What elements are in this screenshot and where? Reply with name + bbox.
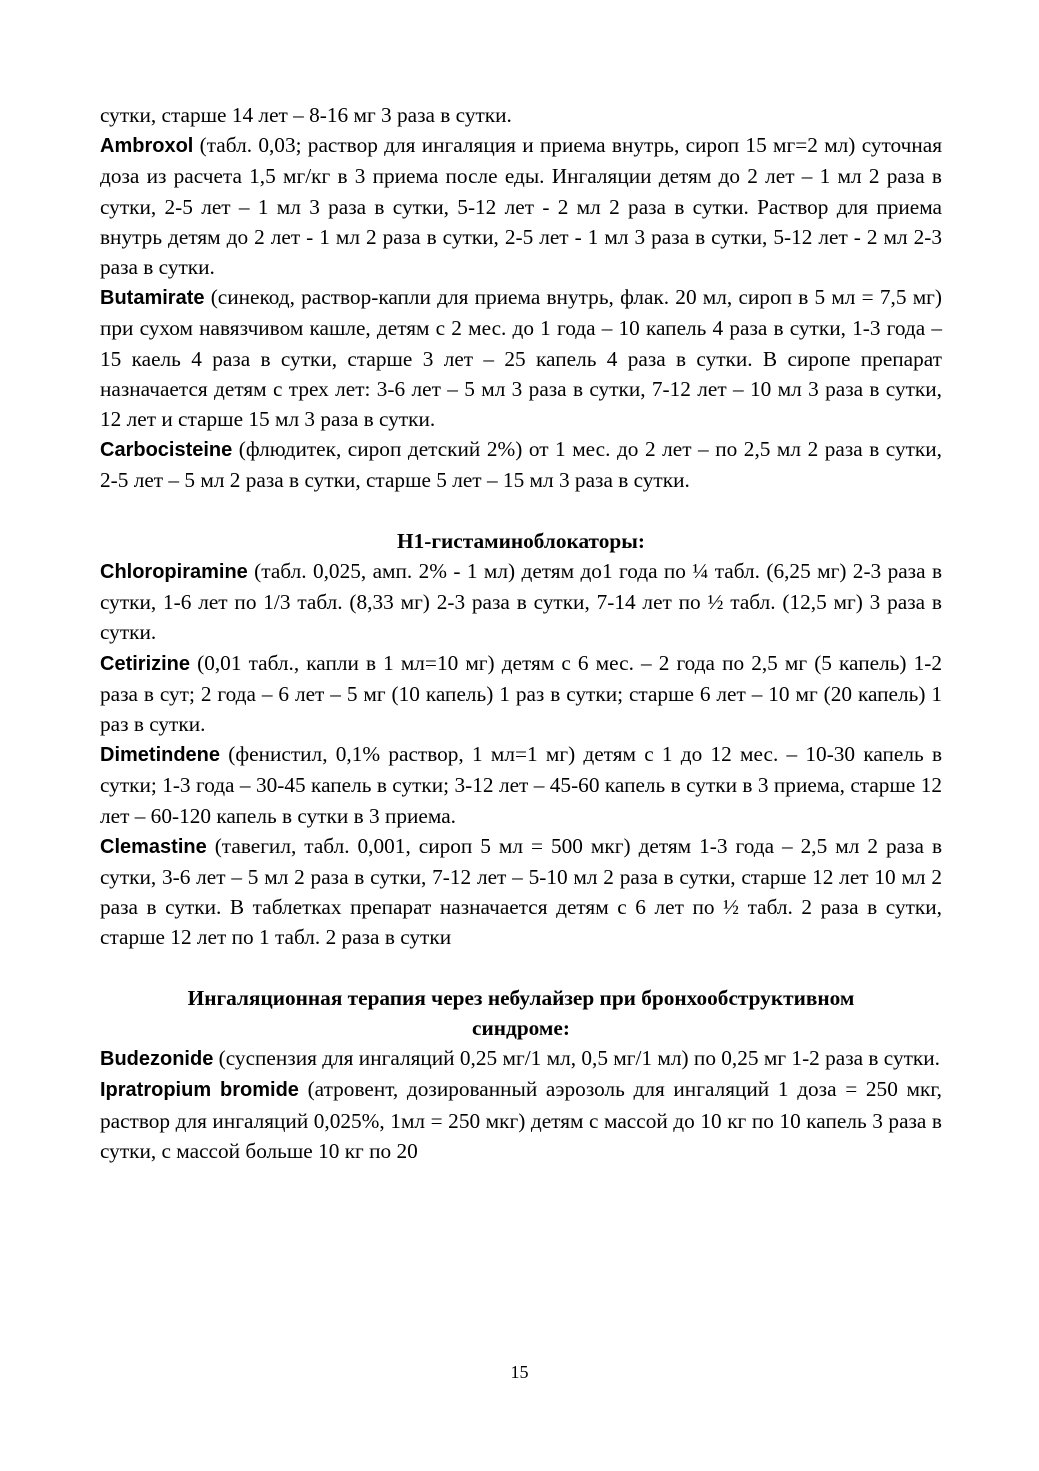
drug-name: Butamirate xyxy=(100,287,205,310)
chloropiramine-entry xyxy=(100,556,942,648)
drug-description: (суспензия для ингаляций 0,25 мг/1 мл, 0,5 мг/1 мл) по 0,25 мг 1-2 раза в сутки. xyxy=(213,1046,940,1071)
drug-description: (атровент, дозированный аэрозоль для ингаляций 1 доза = 250 мкг, раствор для ингаляций 0,025%, 1мл = 250 мкг) детям с массой до 10 кг по 10 капель 3 раза в сутки, с массой больше 10 кг по 20 xyxy=(100,1077,942,1163)
drug-description: (синекод, раствор-капли для приема внутрь, флак. 20 мл, сироп в 5 мл = 7,5 мг) при сухом навязчивом кашле, детям с 2 мес. до 1 года – 10 капель 4 раза в сутки, 1-3 года – 15 каель 4 раза в сутки, старше 3 лет – 25 капель 4 раза в сутки. В сиропе препарат назначается детям с трех лет: 3-6 лет – 5 мл 3 раза в сутки, 7-12 лет – 10 мл 3 раза в сутки, 12 лет и старше 15 мл 3 раза в сутки. xyxy=(100,285,942,432)
drug-name: Chloropiramine xyxy=(100,561,248,584)
drug-description: (0,01 табл., капли в 1 мл=10 мг) детям с 6 мес. – 2 года по 2,5 мг (5 капель) 1-2 раза в сут; 2 года – 6 лет – 5 мг (10 капель) 1 раз в сутки; старше 6 лет – 10 мг (20 капель) 1 раз в сутки. xyxy=(100,650,942,737)
drug-description: (табл. 0,03; раствор для ингаляция и приема внутрь, сироп 15 мг=2 мл) суточная доза из расчета 1,5 мг/кг в 3 приема после еды. Ингаляции детям до 2 лет – 1 мл 2 раза в сутки, 2-5 лет – 1 мл 3 раза в сутки, 5-12 лет - 2 мл 2 раза в сутки. Раствор для приема внутрь детям до 2 лет - 1 мл 2 раза в сутки, 2-5 лет - 1 мл 3 раза в сутки, 5-12 лет - 2 мл 2-3 раза в сутки. xyxy=(100,133,942,280)
document-page xyxy=(100,100,942,1166)
drug-description: (фенистил, 0,1% раствор, 1 мл=1 мг) детям с 1 до 12 мес. – 10-30 капель в сутки; 1-3 года – 30-45 капель в сутки; 3-12 лет – 45-60 капель в сутки в 3 приема, старше 12 лет – 60-120 капель в сутки в 3 приема. xyxy=(100,742,942,828)
nebulizer-heading-line1: Ингаляционная терапия через небулайзер при бронхообструктивном xyxy=(187,985,855,1010)
nebulizer-heading-line2: синдроме: xyxy=(472,1016,570,1041)
drug-name: Ipratropium bromide xyxy=(100,1079,299,1102)
butamirate-entry xyxy=(100,282,942,434)
section-spacer xyxy=(100,953,942,983)
drug-name: Clemastine xyxy=(100,835,207,858)
ambroxol-entry xyxy=(100,130,942,282)
ipratropium-entry xyxy=(100,1074,942,1166)
drug-name: Cetirizine xyxy=(100,652,191,675)
page-number: 15 xyxy=(510,1362,529,1382)
cetirizine-entry xyxy=(100,648,942,740)
carbocisteine-entry xyxy=(100,434,942,495)
drug-name: Carbocisteine xyxy=(100,439,233,462)
drug-description: (тавегил, табл. 0,001, сироп 5 мл = 500 мкг) детям 1-3 года – 2,5 мл 2 раза в сутки, 3-6 лет – 5 мл 2 раза в сутки, 7-12 лет – 5-10 мл 2 раза в сутки, старше 12 лет 10 мл 2 раза в сутки. В таблетках препарат назначается детям с 6 лет по ½ табл. 2 раза в сутки, старше 12 лет по 1 табл. 2 раза в сутки xyxy=(100,833,942,950)
drug-description: (флюдитек, сироп детский 2%) от 1 мес. до 2 лет – по 2,5 мл 2 раза в сутки, 2-5 лет – 5 мл 2 раза в сутки, старше 5 лет – 15 мл 3 раза в сутки. xyxy=(100,437,942,493)
drug-description: (табл. 0,025, амп. 2% - 1 мл) детям до1 года по ¼ табл. (6,25 мг) 2-3 раза в сутки, 1-6 лет по 1/3 табл. (8,33 мг) 2-3 раза в сутки, 7-14 лет по ½ табл. (12,5 мг) 3 раза в сутки. xyxy=(100,559,942,645)
clemastine-entry xyxy=(100,831,942,953)
drug-name: Budezonide xyxy=(100,1048,214,1071)
budezonide-entry xyxy=(100,1043,942,1074)
drug-name: Ambroxol xyxy=(100,135,194,158)
antihistamine-heading: Н1-гистаминоблокаторы: xyxy=(397,528,645,553)
drug-name: Dimetindene xyxy=(100,744,221,767)
dimetindene-entry xyxy=(100,739,942,831)
intro-text: сутки, старше 14 лет – 8-16 мг 3 раза в сутки. xyxy=(100,103,512,127)
section-spacer xyxy=(100,496,942,526)
